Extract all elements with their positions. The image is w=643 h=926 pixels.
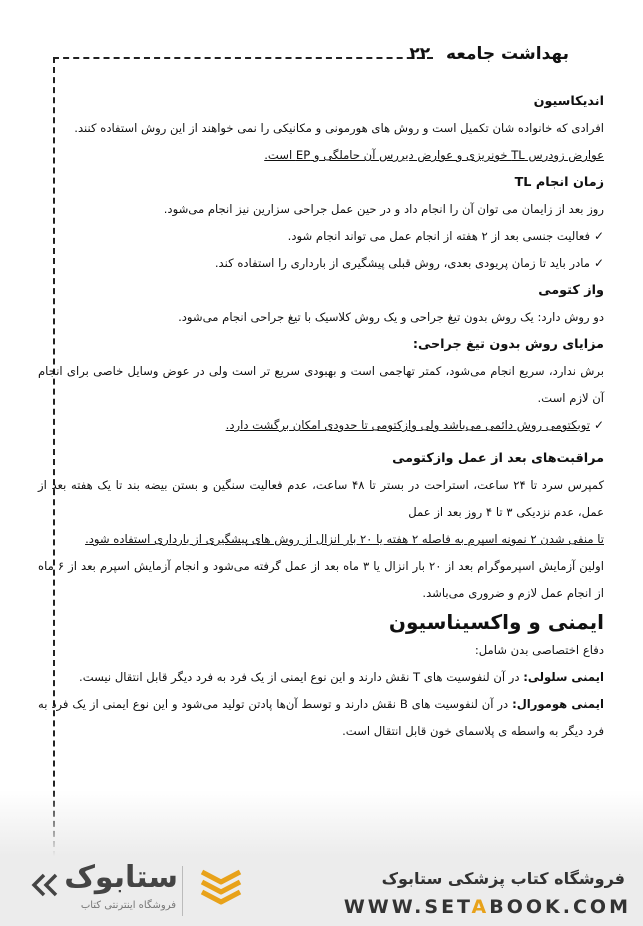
logo-subtitle: فروشگاه اینترنتی کتاب (80, 900, 176, 911)
paragraph-cellular (38, 664, 604, 691)
heading-vasectomy: واز کتومی (538, 283, 604, 298)
term-humoral: ایمنی هومورال: (512, 697, 604, 711)
page-header (409, 44, 569, 64)
paragraph: افرادی که خانواده شان تکمیل است و روش های هورمونی و مکانیکی را نمی خواهند از این روش استفاده کنند. (74, 121, 604, 135)
paragraph-underlined: تا منفی شدن ۲ نمونه اسپرم به فاصله ۲ هفته یا ۲۰ بار انزال از روش های پیشگیری از بارداری استفاده شود. (85, 532, 604, 546)
paragraph: دو روش دارد: یک روش بدون تیغ جراحی و یک روش کلاسیک با تیغ جراحی انجام می‌شود. (178, 310, 604, 324)
check-item-text: فعالیت جنسی بعد از ۲ هفته از انجام عمل می تواند انجام شود. (287, 229, 590, 243)
check-icon: ✓ (593, 229, 604, 243)
paragraph-complications: عوارض زودرس TL خونریزی و عوارض دیررس آن حاملگی و EP است. (264, 148, 604, 162)
check-icon: ✓ (593, 418, 604, 432)
footer-divider (182, 866, 183, 916)
paragraph: اولین آزمایش اسپرموگرام بعد از ۲۰ بار انزال یا ۳ ماه بعد از عمل گرفته می‌شود و انجام آزمایش اسپرم بعد از ۶ ماه از انجام عمل لازم و ضروری می‌باشد. (38, 559, 604, 600)
heading-timing: زمان انجام TL (514, 175, 604, 190)
website-link[interactable] (344, 896, 631, 918)
paragraph-humoral (38, 691, 604, 745)
book-stack-icon (196, 868, 246, 912)
term-cellular: ایمنی سلولی: (523, 670, 604, 684)
heading-indication: اندیکاسیون (533, 94, 604, 109)
heading-immunity: ایمنی و واکسیناسیون (388, 610, 604, 634)
paragraph: برش ندارد، سریع انجام می‌شود، کمتر تهاجمی است و بهبودی سریع تر است ولی در عوض وسایل خاصی برای انجام آن لازم است. (38, 364, 604, 405)
site-part: BOOK.COM (489, 896, 631, 918)
heading-advantages: مزایای روش بدون تیغ جراحی: (412, 337, 604, 352)
page-title: بهداشت جامعه (446, 44, 569, 64)
footer-banner (0, 856, 643, 926)
check-icon: ✓ (593, 256, 604, 270)
check-item (38, 412, 604, 439)
heading-aftercare: مراقبت‌های بعد از عمل وازکتومی (392, 451, 604, 466)
check-item-text: توبکتومی روش دائمی می‌باشد ولی وازکتومی تا حدودی امکان برگشت دارد. (225, 418, 590, 432)
site-accent-letter: A (471, 896, 490, 918)
check-item-text: مادر باید تا زمان پریودی بعدی، روش قبلی پیشگیری از بارداری را استفاده کند. (214, 256, 590, 270)
term-cellular-text: در آن لنفوسیت های T نقش دارند و این نوع ایمنی از یک فرد به فرد دیگر قابل انتقال نیست. (79, 670, 524, 684)
paragraph: دفاع اختصاصی بدن شامل: (474, 643, 604, 657)
store-name: فروشگاه کتاب پزشکی ستابوک (381, 869, 625, 888)
term-humoral-text: در آن لنفوسیت های B نقش دارند و توسط آن‌ها پادتن تولید می‌شود و این نوع ایمنی از یک فرد به فرد دیگر به واسطه ی پلاسمای خون قابل انتقال است. (38, 697, 604, 738)
page-content (38, 88, 604, 745)
paragraph: کمپرس سرد تا ۲۴ ساعت، استراحت در بستر تا ۴۸ ساعت، عدم فعالیت سنگین و بستن بیضه بند تا یک هفته بعد از عمل، عدم نزدیکی ۳ تا ۴ روز بعد از عمل (38, 478, 605, 519)
page-number: ۲۲ (409, 44, 431, 64)
chevrons-icon (30, 872, 60, 898)
site-part: WWW.SET (343, 896, 472, 918)
paragraph: روز بعد از زایمان می توان آن را انجام داد و در حین عمل جراحی سزارین نیز انجام می‌شود. (163, 202, 604, 216)
logo-word: ستابوک (64, 860, 178, 895)
check-item (38, 223, 604, 250)
dashed-frame-top (53, 57, 433, 59)
footer-fade (0, 790, 643, 856)
check-item (38, 250, 604, 277)
